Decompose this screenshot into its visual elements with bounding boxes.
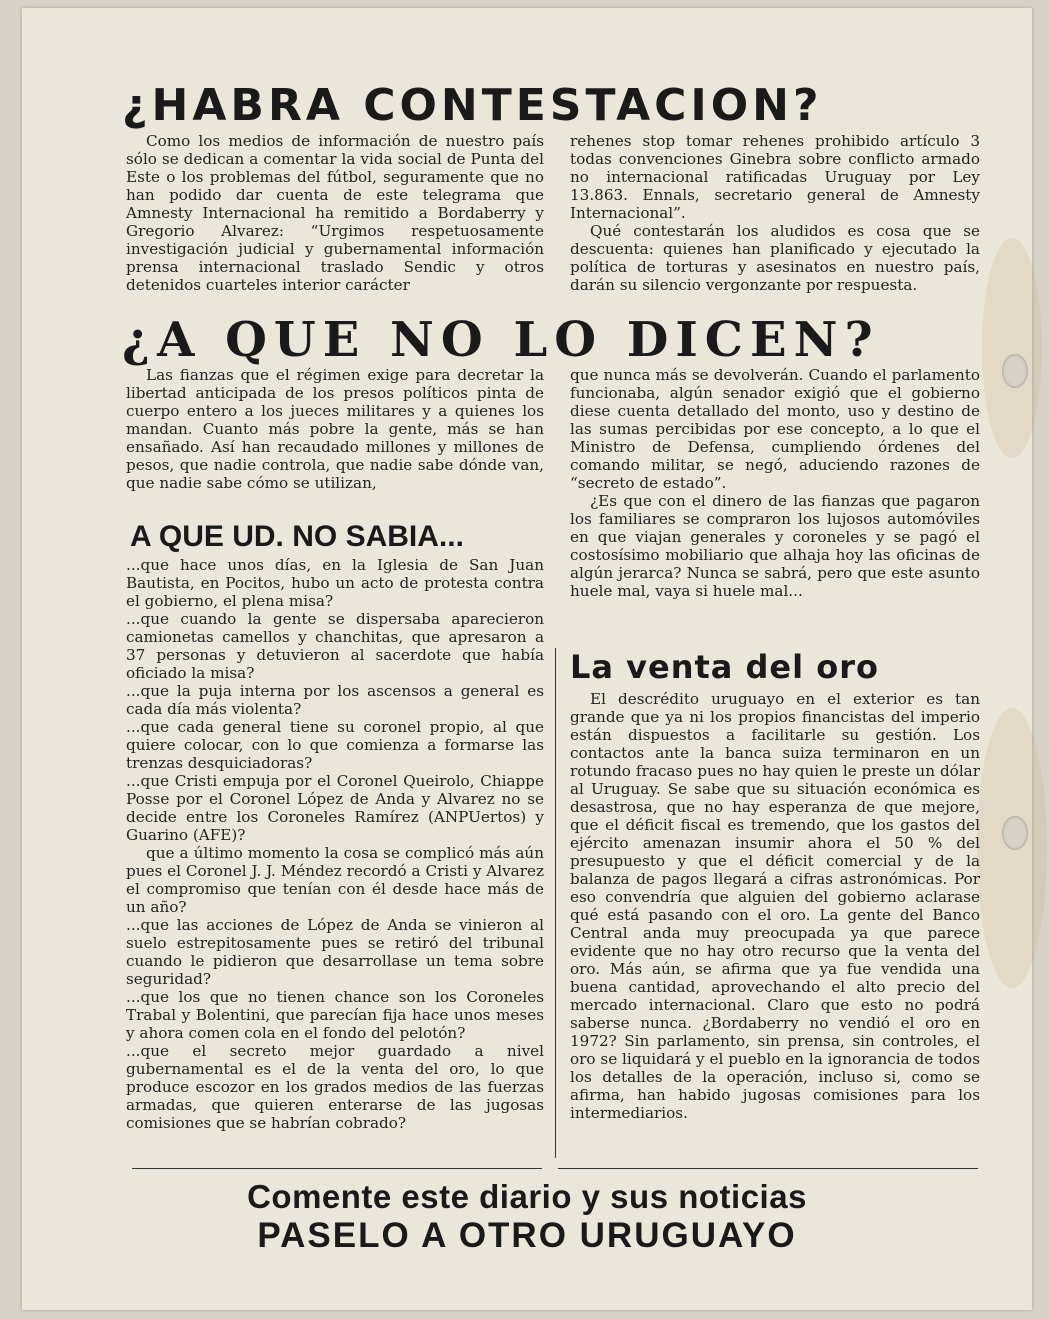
footer-rule-left [132,1168,542,1169]
article-4-column [570,690,980,1122]
headline-a-que-ud-no-sabia: A QUE UD. NO SABIA... [130,520,464,553]
list-item: ...que el secreto mejor guardado a nivel gubernamental es el de la venta del oro, lo que produce escozor en los grados medios de las fuerzas armadas, que quieren enterarse de las jugosas comisiones que se habrían cobrado? [126,1042,544,1132]
punch-hole [1002,354,1028,388]
headline-a-que-no-lo-dicen: ¿A QUE NO LO DICEN? [122,312,880,368]
article-paragraph: que nunca más se devolverán. Cuando el parlamento funcionaba, algún senador exigió que el gobierno diese cuenta detallado del monto, uso y destino de las sumas percibidas por ese concepto, a lo que el Ministro de Defensa, cumpliendo órdenes del comando militar, se negó, aduciendo razones de “secreto de estado”. [570,366,980,492]
punch-hole [1002,816,1028,850]
article-paragraph: El descrédito uruguayo en el exterior es tan grande que ya ni los propios financistas del imperio están dispuestos a facilitarle su gestión. Los contactos ante la banca suiza terminaron en un rotundo fracaso pues no hay quien le preste un dólar al Uruguay. Se sabe que su situación económica es desastrosa, que no hay esperanza de que mejore, que el déficit fiscal es tremendo, que los gastos del ejército amenazan insumir ahora el 50 % del presupuesto y que el déficit comercial y de la balanza de pagos llegará a cifras astronómicas. Por eso convendría que alguien del gobierno aclarase qué está pasando con el oro. La gente del Banco Central anda muy preocupada ya que parece evidente que no hay otro recurso que la venta del oro. Más aún, se afirma que ya fue vendida una buena cantidad, aprovechando el alto precio del mercado internacional. Claro que esto no podrá saberse nunca. ¿Bordaberry no vendió el oro en 1972? Sin parlamento, sin prensa, sin controles, el oro se liquidará y el pueblo en la ignorancia de todos los detalles de la operación, incluso si, como se afirma, han habido jugosas comisiones para los intermediarios. [570,690,980,1122]
paper-stain [982,238,1042,458]
article-paragraph: ¿Es que con el dinero de las fianzas que pagaron los familiares se compraron los lujosos automóviles en que viajan generales y coroneles y se pagó el costosísimo mobiliario que alhaja hoy las oficinas de algún jerarca? Nunca se sabrá, pero que este asunto huele mal, vaya si huele mal... [570,492,980,600]
article-3-column [126,556,544,1132]
list-item: ...que cuando la gente se dispersaba aparecieron camionetas camellos y chanchitas, que apresaron a 37 personas y detuvieron al sacerdote que había oficiado la misa? [126,610,544,682]
article-paragraph: Qué contestarán los aludidos es cosa que se descuenta: quienes han planificado y ejecutado la política de torturas y asesinatos en nuestro país, darán su silencio vergonzante por respuesta. [570,222,980,294]
article-paragraph: Las fianzas que el régimen exige para decretar la libertad anticipada de los presos políticos pinta de cuerpo entero a los jueces militares y a quienes los mandan. Cuanto más pobre la gente, más se han ensañado. Así han recaudado millones y millones de pesos, que nadie controla, que nadie sabe dónde van, que nadie sabe cómo se utilizan, [126,366,544,492]
list-item: ...que los que no tienen chance son los Coroneles Trabal y Bolentini, que parecían fija hace unos meses y ahora comen cola en el fondo del pelotón? [126,988,544,1042]
article-1-right-column [570,132,980,294]
headline-habra-contestacion: ¿HABRA CONTESTACION? [122,80,823,131]
article-2-right-column [570,366,980,600]
article-1-left-column [126,132,544,294]
article-paragraph: Como los medios de información de nuestro país sólo se dedican a comentar la vida social de Punta del Este o los problemas del fútbol, seguramente que no han podido dar cuenta de este telegrama que Amnesty Internacional ha remitido a Bordaberry y Gregorio Alvarez: “Urgimos respetuosamente investigación judicial y gubernamental información prensa internacional traslado Sendic y otros detenidos cuarteles interior carácter [126,132,544,294]
article-paragraph: rehenes stop tomar rehenes prohibido artículo 3 todas convenciones Ginebra sobre conflicto armado no internacional ratificadas Uruguay por Ley 13.863. Ennals, secretario general de Amnesty Internacional”. [570,132,980,222]
footer-slogan-line-2: PASELO A OTRO URUGUAYO [257,1216,797,1255]
list-item: ...que cada general tiene su coronel propio, al que quiere colocar, con lo que comienza a formarse las trenzas desquiciadoras? [126,718,544,772]
article-2-left-column [126,366,544,492]
footer-rule-right [558,1168,978,1169]
newspaper-page [22,8,1032,1310]
list-item: ...que Cristi empuja por el Coronel Queirolo, Chiappe Posse por el Coronel López de Anda y Alvarez no se decide entre los Coroneles Ramírez (ANPUertos) y Guarino (AFE)? [126,772,544,844]
list-item: ...que hace unos días, en la Iglesia de San Juan Bautista, en Pocitos, hubo un acto de protesta contra el gobierno, el plena misa? [126,556,544,610]
list-item: ...que las acciones de López de Anda se vinieron al suelo estrepitosamente pues se retiró del tribunal cuando le pidieron que desarrollase un tema sobre seguridad? [126,916,544,988]
headline-la-venta-del-oro: La venta del oro [570,648,879,686]
list-item: ...que la puja interna por los ascensos a general es cada día más violenta? [126,682,544,718]
column-divider [555,648,556,1158]
footer-slogan-line-1: Comente este diario y sus noticias [247,1178,807,1215]
list-item: que a último momento la cosa se complicó más aún pues el Coronel J. J. Méndez recordó a Cristi y Alvarez el compromiso que tenían con él desde hace más de un año? [126,844,544,916]
